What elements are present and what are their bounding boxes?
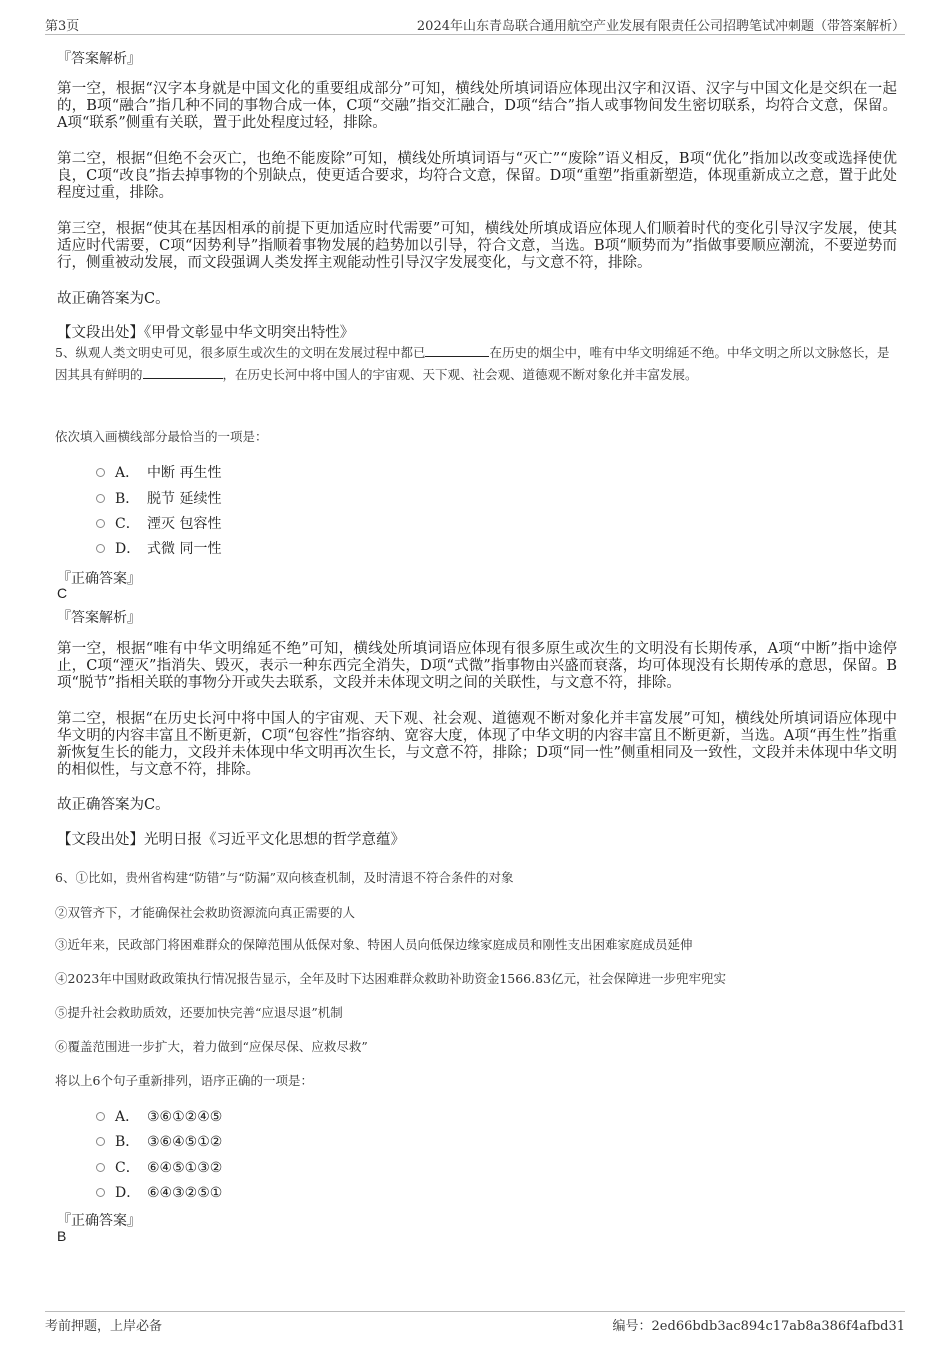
q5-analysis-paragraph-2: 第二空，根据“在历史长河中将中国人的宇宙观、天下观、社会观、道德观不断对象化并丰富发展”可知，横线处所填词语应体现中华文明的内容丰富且不断更新，C项“包容性”指容纳、宽容大度，体现了中华文明的内容丰富且不断更新，当选。A项“再生性”指重新恢复生长的能力，文段并未体现中华文明再次生长，与文意不符，排除；D项“同一性”侧重相同及一致性，文段并未体现中华文明的相似性，与文意不符，排除。: [57, 711, 897, 778]
footer-slogan: 考前押题，上岸必备: [45, 1319, 163, 1334]
q6-option-b[interactable]: B． ③⑥④⑤①②: [96, 1131, 222, 1149]
q6-sentence-2: ②双管齐下，才能确保社会救助资源流向真正需要的人: [55, 905, 356, 920]
q4-analysis-paragraph-2: 第二空，根据“但绝不会灭亡，也绝不能废除”可知，横线处所填词语与“灭亡”“废除”语义相反，B项“优化”指加以改变或选择使优良，C项“改良”指去掉事物的个别缺点，使更适合要求，均符合文意，保留。D项“重塑”指重新塑造，体现重新成立之意，置于此处程度过重，排除。: [57, 151, 897, 201]
q5-prompt: 依次填入画横线部分最恰当的一项是：: [55, 429, 268, 444]
q4-source: 【文段出处】《甲骨文彰显中华文明突出特性》: [57, 325, 355, 341]
q6-option-c[interactable]: C． ⑥④⑤①③②: [96, 1157, 222, 1175]
q6-sentence-5: ⑤提升社会救助质效，还要加快完善“应退尽退”机制: [55, 1005, 343, 1020]
q5-answer-tag: 『正确答案』: [57, 571, 141, 587]
q5-question-stem: [55, 342, 900, 386]
q5-blank-2: [143, 366, 223, 379]
q5-conclusion: 故正确答案为C。: [57, 797, 170, 813]
q5-stem-part-2: 在历史的烟尘中，唯有中华文明绵延不绝。中华文明之所以文脉悠长，是因其具有鲜明的: [55, 345, 890, 382]
radio-icon[interactable]: [96, 468, 105, 477]
q6-sentence-4: ④2023年中国财政政策执行情况报告显示，全年及时下达困难群众救助补助资金1566.83亿元，社会保障进一步兜牢兜实: [55, 971, 727, 986]
q6-prompt: 将以上6个句子重新排列，语序正确的一项是：: [55, 1073, 313, 1088]
q5-option-c[interactable]: C． 湮灭 包容性: [96, 513, 221, 531]
q6-sentence-1: 6、①比如，贵州省构建“防错”与“防漏”双向核查机制，及时清退不符合条件的对象: [55, 870, 514, 885]
q5-source: 【文段出处】光明日报《习近平文化思想的哲学意蕴》: [57, 832, 405, 848]
q5-stem-part-3: ，在历史长河中将中国人的宇宙观、天下观、社会观、道德观不断对象化并丰富发展。: [222, 367, 698, 382]
radio-icon[interactable]: [96, 1137, 105, 1146]
q5-option-b[interactable]: B． 脱节 延续性: [96, 488, 221, 506]
q5-option-a[interactable]: A． 中断 再生性: [96, 462, 221, 480]
radio-icon[interactable]: [96, 1112, 105, 1121]
page-footer: [45, 1311, 905, 1334]
q5-analysis-paragraph-1: 第一空，根据“唯有中华文明绵延不绝”可知，横线处所填词语应体现有很多原生或次生的文明没有长期传承，A项“中断”指中途停止，C项“湮灭”指消失、毁灭，表示一种东西完全消失，D项“式微”指事物由兴盛而衰落，均可体现没有长期传承的意思，保留。B项“脱节”指相关联的事物分开或失去联系，文段并未体现文明之间的关联性，与文意不符，排除。: [57, 641, 897, 691]
q5-correct-answer: C: [57, 585, 68, 601]
page-number: 第3页: [45, 19, 80, 34]
radio-icon[interactable]: [96, 519, 105, 528]
q6-answer-tag: 『正确答案』: [57, 1213, 141, 1229]
radio-icon[interactable]: [96, 544, 105, 553]
q5-analysis-tag: 『答案解析』: [57, 610, 141, 626]
q4-analysis-paragraph-3: 第三空，根据“使其在基因相承的前提下更加适应时代需要”可知，横线处所填成语应体现人们顺着时代的变化引导汉字发展，使其适应时代需要，C项“因势利导”指顺着事物发展的趋势加以引导，符合文意，当选。B项“顺势而为”指做事要顺应潮流，不要逆势而行，侧重被动发展，而文段强调人类发挥主观能动性引导汉字发展变化，与文意不符，排除。: [57, 221, 897, 271]
q6-sentence-6: ⑥覆盖范围进一步扩大，着力做到“应保尽保、应救尽救”: [55, 1039, 368, 1054]
q5-stem-part-1: 5、纵观人类文明史可见，很多原生或次生的文明在发展过程中都已: [55, 345, 426, 360]
radio-icon[interactable]: [96, 1188, 105, 1197]
q6-sentence-3: ③近年来，民政部门将困难群众的保障范围从低保对象、特困人员向低保边缘家庭成员和刚性支出困难家庭成员延伸: [55, 937, 693, 952]
q5-option-d[interactable]: D． 式微 同一性: [96, 538, 221, 556]
q4-conclusion: 故正确答案为C。: [57, 291, 170, 307]
q6-correct-answer: B: [57, 1228, 67, 1244]
q4-analysis-tag: 『答案解析』: [57, 51, 141, 67]
q6-option-d[interactable]: D． ⑥④③②⑤①: [96, 1182, 222, 1200]
radio-icon[interactable]: [96, 494, 105, 503]
document-code: 编号：2ed66bdb3ac894c17ab8a386f4afbd31: [612, 1319, 905, 1334]
document-title: 2024年山东青岛联合通用航空产业发展有限责任公司招聘笔试冲刺题（带答案解析）: [416, 19, 905, 34]
page-header: [45, 14, 905, 35]
q5-blank-1: [425, 344, 489, 357]
radio-icon[interactable]: [96, 1163, 105, 1172]
q6-option-a[interactable]: A． ③⑥①②④⑤: [96, 1106, 222, 1124]
q4-analysis-paragraph-1: 第一空，根据“汉字本身就是中国文化的重要组成部分”可知，横线处所填词语应体现出汉字和汉语、汉字与中国文化是交织在一起的，B项“融合”指几种不同的事物合成一体，C项“交融”指交汇融合，D项“结合”指人或事物间发生密切联系，均符合文意，保留。A项“联系”侧重有关联，置于此处程度过轻，排除。: [57, 81, 897, 131]
